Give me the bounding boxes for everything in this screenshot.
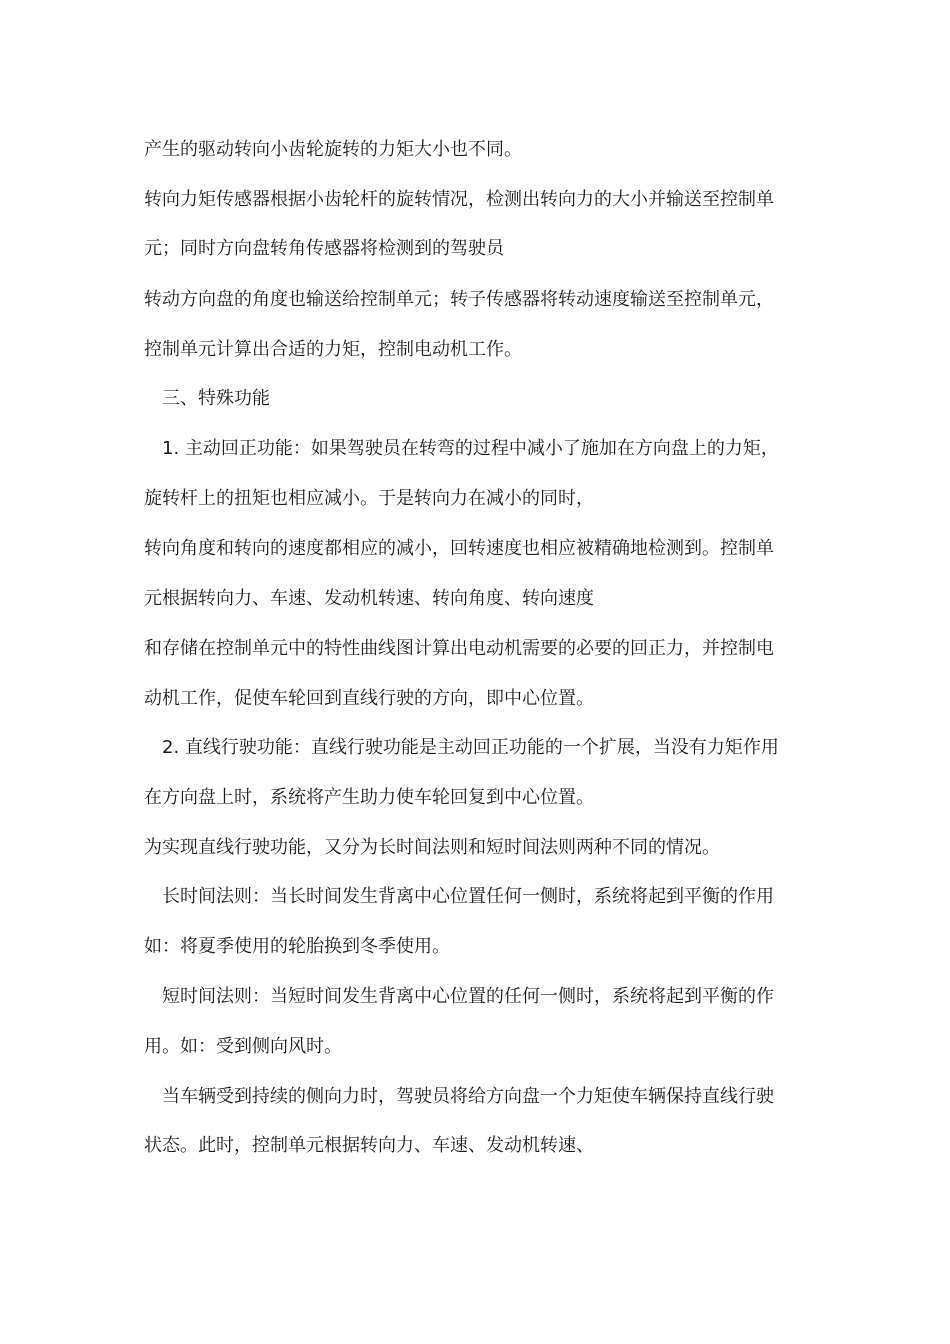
text-line: 元根据转向力、车速、发动机转速、转向角度、转向速度 bbox=[144, 588, 594, 609]
text-line: 长时间法则：当长时间发生背离中心位置任何一侧时，系统将起到平衡的作用 bbox=[162, 886, 774, 907]
text-line: 当车辆受到持续的侧向力时，驾驶员将给方向盘一个力矩使车辆保持直线行驶 bbox=[162, 1086, 774, 1107]
text-line: 转动方向盘的角度也输送给控制单元；转子传感器将转动速度输送至控制单元， bbox=[144, 289, 774, 310]
text-line: 2. 直线行驶功能：直线行驶功能是主动回正功能的一个扩展，当没有力矩作用 bbox=[162, 737, 779, 758]
text-line: 在方向盘上时，系统将产生助力使车轮回复到中心位置。 bbox=[144, 787, 594, 808]
text-line: 控制单元计算出合适的力矩，控制电动机工作。 bbox=[144, 339, 522, 360]
text-line: 状态。此时，控制单元根据转向力、车速、发动机转速、 bbox=[144, 1135, 594, 1156]
text-line: 短时间法则：当短时间发生背离中心位置的任何一侧时，系统将起到平衡的作 bbox=[162, 986, 774, 1007]
text-line: 和存储在控制单元中的特性曲线图计算出电动机需要的必要的回正力，并控制电 bbox=[144, 638, 774, 659]
text-line: 旋转杆上的扭矩也相应减小。于是转向力在减小的同时， bbox=[144, 488, 594, 509]
text-line: 转向角度和转向的速度都相应的减小，回转速度也相应被精确地检测到。控制单 bbox=[144, 538, 774, 559]
text-line: 转向力矩传感器根据小齿轮杆的旋转情况，检测出转向力的大小并输送至控制单 bbox=[144, 189, 774, 210]
text-line: 用。如：受到侧向风时。 bbox=[144, 1036, 342, 1057]
text-line: 如：将夏季使用的轮胎换到冬季使用。 bbox=[144, 936, 450, 957]
text-line: 1. 主动回正功能：如果驾驶员在转弯的过程中减小了施加在方向盘上的力矩， bbox=[162, 438, 779, 459]
section-heading: 三、特殊功能 bbox=[162, 388, 270, 409]
text-line: 产生的驱动转向小齿轮旋转的力矩大小也不同。 bbox=[144, 139, 522, 160]
text-line: 动机工作，促使车轮回到直线行驶的方向，即中心位置。 bbox=[144, 688, 594, 709]
text-line: 元；同时方向盘转角传感器将检测到的驾驶员 bbox=[144, 238, 504, 259]
text-line: 为实现直线行驶功能，又分为长时间法则和短时间法则两种不同的情况。 bbox=[144, 837, 720, 858]
